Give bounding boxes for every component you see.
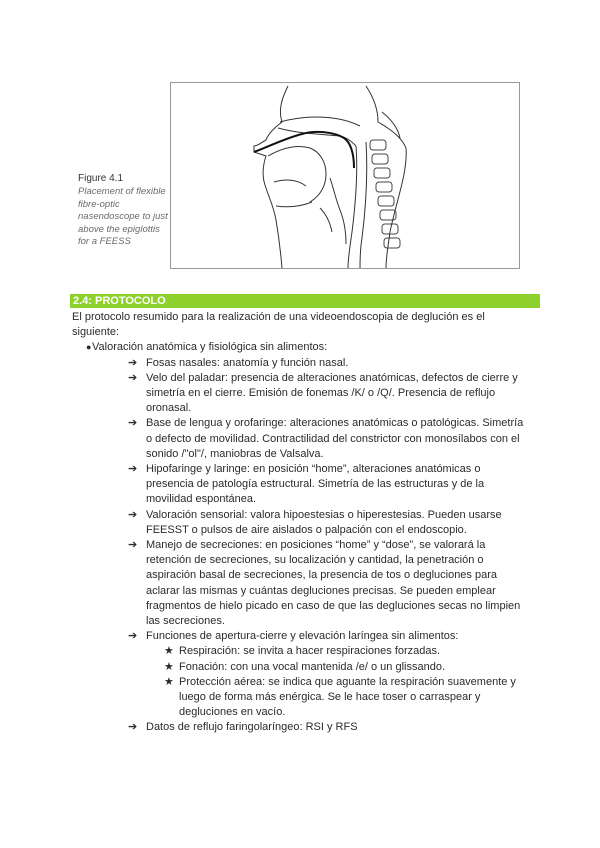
sublist-item-text: Base de lengua y orofaringe: alteraciones anatómicas o patológicas. Simetría o defecto de movilidad. Contractilidad del constrictor con monosílabos con el sonido /"ol"/, maniobras de Valsalva. bbox=[146, 417, 524, 460]
sublist-item-text: Manejo de secreciones: en posiciones “home” y “dose”, se valorará la retención de secreciones, su localización y cantidad, la penetración o aspiración basal de secreciones, la presencia de tos o degluciones para aclarar las mismas y cuántas degluciones precisas. Se pueden emplear fragmentos de hielo picado en caso de que las degluciones secas no limpien las secreciones. bbox=[146, 539, 521, 628]
sublist-item-text: Velo del paladar: presencia de alteraciones anatómicas, defectos de cierre y simetría en el cierre. Emisión de fonemas /K/ o /Q/. Presencia de reflujo oronasal. bbox=[146, 371, 518, 415]
sublist-item-text: Fosas nasales: anatomía y función nasal. bbox=[146, 356, 349, 369]
arrow-icon: ➔ bbox=[128, 508, 138, 521]
sublist-item bbox=[72, 538, 528, 629]
figure-number: Figure 4.1 bbox=[78, 173, 124, 184]
sublist-item bbox=[72, 629, 528, 644]
list-item-text: Valoración anatómica y fisiológica sin alimentos: bbox=[92, 341, 328, 354]
star-icon: ★ bbox=[164, 645, 174, 658]
subsublist-item bbox=[72, 644, 528, 659]
sublist-item bbox=[72, 720, 528, 735]
arrow-icon: ➔ bbox=[128, 463, 138, 476]
sublist-item-text: Datos de reflujo faringolaríngeo: RSI y RFS bbox=[146, 721, 358, 734]
arrow-icon: ➔ bbox=[128, 371, 138, 384]
sublist-item bbox=[72, 416, 528, 462]
bullet-icon: ● bbox=[86, 342, 92, 353]
arrow-icon: ➔ bbox=[128, 417, 138, 430]
sublist-item bbox=[72, 356, 528, 371]
figure-description: Placement of flexible fibre-optic nasendoscope to just above the epiglottis for a FEESS bbox=[78, 186, 168, 248]
sublist-item bbox=[72, 508, 528, 538]
intro-paragraph: El protocolo resumido para la realización de una videoendoscopia de deglución es el siguiente: bbox=[72, 311, 485, 339]
subsublist-item-text: Protección aérea: se indica que aguante la respiración suavemente y luego de forma más enérgica. Se le hace toser o carraspear y degluciones en vacío. bbox=[179, 675, 516, 719]
list-item bbox=[72, 340, 528, 355]
arrow-icon: ➔ bbox=[128, 356, 138, 369]
arrow-icon: ➔ bbox=[128, 721, 138, 734]
section-heading: 2.4: PROTOCOLO bbox=[70, 294, 540, 308]
anatomy-illustration bbox=[170, 82, 520, 269]
sublist-item bbox=[72, 371, 528, 417]
arrow-icon: ➔ bbox=[128, 630, 138, 643]
sublist-item bbox=[72, 462, 528, 508]
sublist-item-text: Funciones de apertura-cierre y elevación laríngea sin alimentos: bbox=[146, 630, 459, 643]
star-icon: ★ bbox=[164, 675, 174, 688]
sublist-item-text: Valoración sensorial: valora hipoestesias o hiperestesias. Pueden usarse FEESST o pulsos de aire aislados o palpación con el endoscopio. bbox=[146, 508, 502, 536]
document-body bbox=[72, 310, 528, 736]
subsublist-item-text: Respiración: se invita a hacer respiraciones forzadas. bbox=[179, 645, 441, 658]
sublist-item-text: Hipofaringe y laringe: en posición “home”, alteraciones anatómicas o presencia de patología estructural. Simetría de las estructuras y de la movilidad espontánea. bbox=[146, 463, 485, 506]
subsublist-item bbox=[72, 660, 528, 675]
arrow-icon: ➔ bbox=[128, 539, 138, 552]
subsublist-item-text: Fonación: con una vocal mantenida /e/ o un glissando. bbox=[179, 660, 446, 673]
star-icon: ★ bbox=[164, 660, 174, 673]
figure-caption bbox=[78, 173, 170, 248]
subsublist-item bbox=[72, 675, 528, 721]
